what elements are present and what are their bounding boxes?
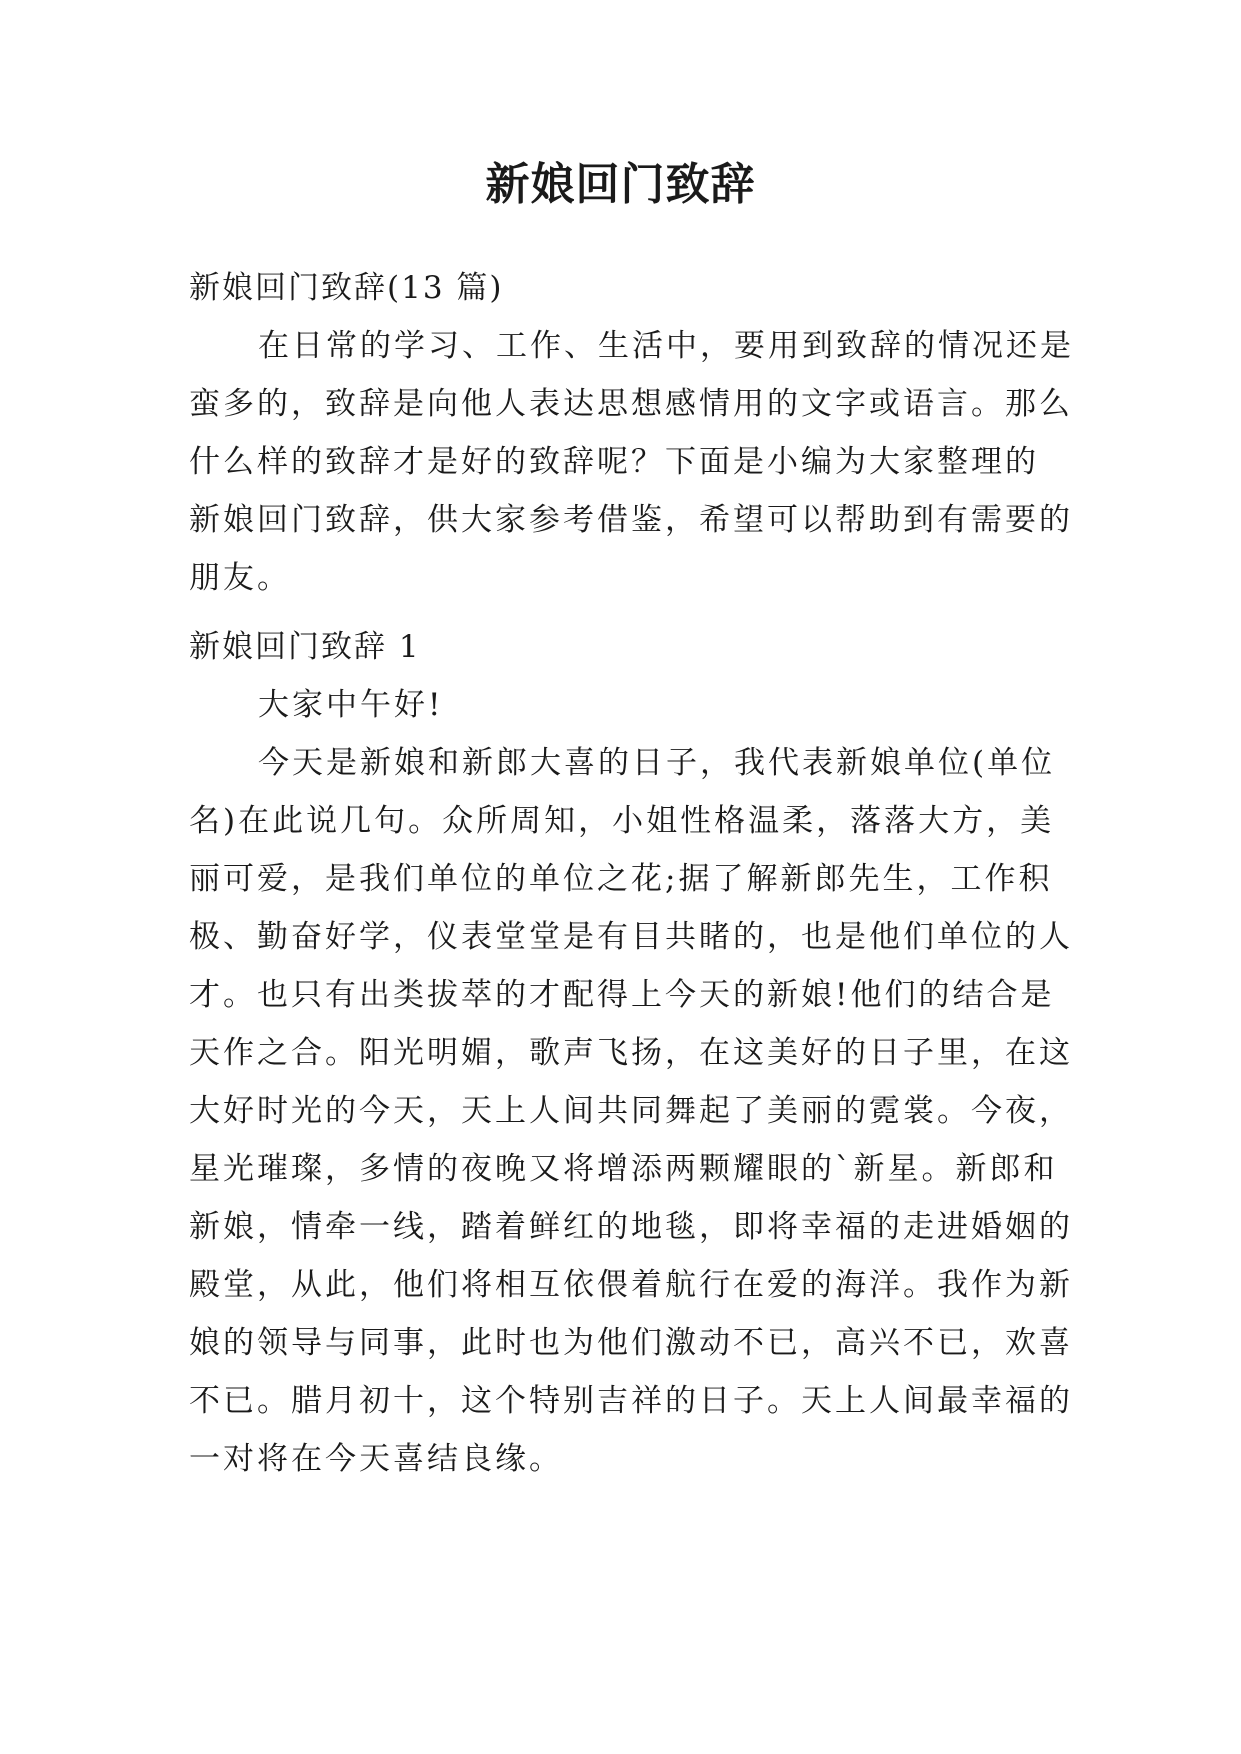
- body-line: 大好时光的今天，天上人间共同舞起了美丽的霓裳。今夜，: [189, 1093, 1073, 1129]
- section-heading: [189, 618, 1054, 676]
- collection-heading: [189, 259, 1054, 317]
- body-line: 娘的领导与同事，此时也为他们激动不已，高兴不已，欢喜: [189, 1325, 1073, 1361]
- body-line: 名)在此说几句。众所周知，小姐性格温柔，落落大方，美: [189, 803, 1055, 839]
- body-line: 天作之合。阳光明媚，歌声飞扬，在这美好的日子里，在这: [189, 1035, 1073, 1071]
- section-heading-line: 新娘回门致辞 1: [189, 629, 421, 665]
- body-line: 星光璀璨，多情的夜晚又将增添两颗耀眼的`新星。新郎和: [189, 1151, 1058, 1187]
- document-title: 新娘回门致辞: [485, 159, 756, 210]
- body-line: 今天是新娘和新郎大喜的日子，我代表新娘单位(单位: [258, 745, 1056, 781]
- body-line: 不已。腊月初十，这个特别吉祥的日子。天上人间最幸福的: [189, 1383, 1073, 1419]
- intro-line: 蛮多的，致辞是向他人表达思想感情用的文字或语言。那么: [189, 386, 1073, 422]
- intro-line: 在日常的学习、工作、生活中，要用到致辞的情况还是: [258, 328, 1074, 364]
- intro-line: 朋友。: [189, 560, 291, 596]
- body-line: 丽可爱，是我们单位的单位之花;据了解新郎先生，工作积: [189, 861, 1053, 897]
- intro-paragraph: [189, 317, 1074, 607]
- body-line: 极、勤奋好学，仪表堂堂是有目共睹的，也是他们单位的人: [189, 919, 1073, 955]
- body-line: 才。也只有出类拔萃的才配得上今天的新娘!他们的结合是: [189, 977, 1055, 1013]
- body-paragraph: [189, 734, 1073, 1488]
- intro-line: 新娘回门致辞，供大家参考借鉴，希望可以帮助到有需要的: [189, 502, 1073, 538]
- greeting-line: 大家中午好!: [258, 687, 444, 723]
- intro-line: 什么样的致辞才是好的致辞呢？下面是小编为大家整理的: [189, 444, 1039, 480]
- collection-heading-line: 新娘回门致辞(13 篇): [189, 270, 504, 306]
- greeting-paragraph: [189, 676, 1054, 734]
- body-line: 新娘，情牵一线，踏着鲜红的地毯，即将幸福的走进婚姻的: [189, 1209, 1073, 1245]
- body-line: 殿堂，从此，他们将相互依偎着航行在爱的海洋。我作为新: [189, 1267, 1073, 1303]
- body-line: 一对将在今天喜结良缘。: [189, 1441, 563, 1477]
